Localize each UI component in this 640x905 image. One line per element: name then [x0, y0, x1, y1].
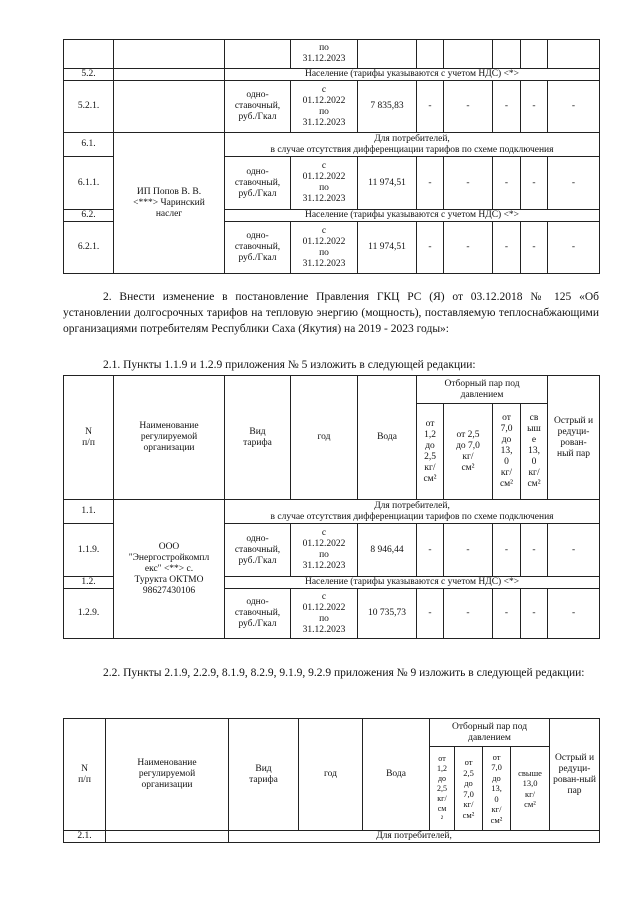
table-row: 1.1. ООО "Энергостройкомпл екс" <**> с. Турукта ОКТМО 98627430106 Для потребителей, в случае отсутствия дифференциации тарифов по схеме подключения — [64, 500, 600, 524]
org-name: ООО "Энергостройкомпл екс" <**> с. Турукта ОКТМО 98627430106 — [114, 500, 225, 639]
table-row: 1.1.9. одно- ставочный, руб./Гкал с 01.12.2022 по 31.12.2023 8 946,44 - - - - - — [64, 524, 600, 577]
table-row: 6.1. ИП Попов В. В. <***> Чаринский наслег Для потребителей, в случае отсутствия дифференциации тарифов по схеме подключения — [64, 133, 600, 157]
table-header-row: N п/п Наименование регулируемой организации Вид тарифа год Вода Отборный пар под давлением Острый и редуци- рован- ный пар — [64, 376, 600, 404]
table-row: 6.2.1. одно- ставочный, руб./Гкал с 01.12.2022 по 31.12.2023 11 974,51 - - - - - — [64, 222, 600, 274]
org-name: ИП Попов В. В. <***> Чаринский наслег — [114, 133, 225, 274]
table-row: 5.2.1. одно- ставочный, руб./Гкал с 01.12.2022 по 31.12.2023 7 835,83 - - - - - — [64, 81, 600, 133]
table-row: 6.2. Население (тарифы указываются с учетом НДС) <*> — [64, 210, 600, 222]
table-header-row: от 1,2 до 2,5 кг/ см ² от 2,5 до 7,0 кг/ см² от 7,0 до 13, 0 кг/ см² свыше 13,0 кг/ см² — [64, 747, 600, 831]
tariff-table-continuation — [63, 39, 600, 274]
paragraph-2-1: 2.1. Пункты 1.1.9 и 1.2.9 приложения № 5 изложить в следующей редакции: — [103, 359, 476, 371]
tariff-table-appendix-5 — [63, 375, 600, 639]
paragraph-2: 2. Внести изменение в постановление Правления ГКЦ РС (Я) от 03.12.2018 № 125 «Об установлении долгосрочных тарифов на тепловую энергию (мощность), поставляемую теплоснабжающими организациями потребителям Республики Саха (Якутия) на 2019 - 2023 годы»: — [63, 291, 599, 335]
paragraph-2-2: 2.2. Пункты 2.1.9, 2.2.9, 8.1.9, 8.2.9, 9.1.9, 9.2.9 приложения № 9 изложить в следующей редакции: — [103, 667, 585, 679]
table-header-row: N п/п Наименование регулируемой организации Вид тарифа год Вода Отборный пар под давлением Острый и редуци- рован-ный пар — [64, 719, 600, 747]
table-row: 2.1. Для потребителей, — [64, 831, 600, 843]
table-row: 6.1.1. одно- ставочный, руб./Гкал с 01.12.2022 по 31.12.2023 11 974,51 - - - - - — [64, 157, 600, 210]
table-row: по 31.12.2023 — [64, 40, 600, 69]
table-row: 1.2. Население (тарифы указываются с учетом НДС) <*> — [64, 577, 600, 589]
table-row: 1.2.9. одно- ставочный, руб./Гкал с 01.12.2022 по 31.12.2023 10 735,73 - - - - - — [64, 589, 600, 639]
tariff-table-appendix-9 — [63, 718, 600, 843]
table-row: 5.2. Население (тарифы указываются с учетом НДС) <*> — [64, 69, 600, 81]
table-header-row: от 1,2 до 2,5 кг/ см² от 2,5 до 7,0 кг/ см² от 7,0 до 13, 0 кг/ см² св ыш е 13, 0 кг/ см² — [64, 404, 600, 500]
